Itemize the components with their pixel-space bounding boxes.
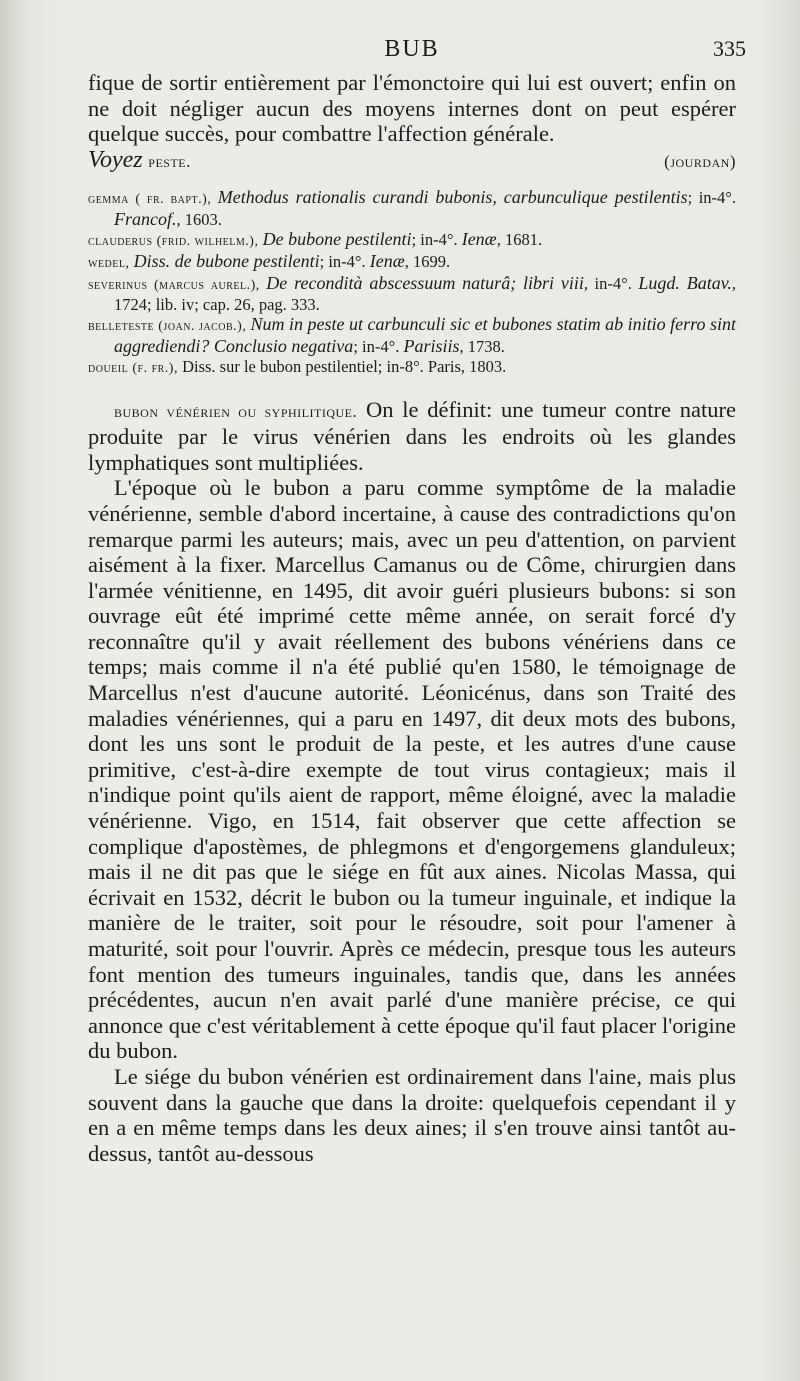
intro-closing-line <box>88 147 736 175</box>
see-target: peste. <box>148 151 191 171</box>
text-column <box>88 36 746 1166</box>
intro-text: fique de sortir entièrement par l'émonctoire qui lui est ouvert; enfin on ne doit négliger aucun des moyens internes dont on peut espérer quelque succès, pour combattre l'affection générale. <box>88 70 736 147</box>
article-definition <box>88 397 736 476</box>
page-number: 335 <box>713 36 746 61</box>
bibliography-entry: severinus (marcus aurel.), De recondità abscessuum naturâ; libri viii, in-4°. Lugd. Batav., 1724; lib. iv; cap. 26, pag. 333. <box>88 272 736 315</box>
intro-paragraph <box>88 70 736 147</box>
see-prefix: Voyez <box>88 146 143 173</box>
bibliography-entry: gemma ( fr. bapt.), Methodus rationalis curandi bubonis, carbunculique pestilentis; in-4°. Francof., 1603. <box>88 187 737 230</box>
bibliography-entry: belleteste (joan. jacob.), Num in peste ut carbunculi sic et bubones statim ab initio ferro sint aggrediendi? Conclusio negativa; in-4°. Parisiis, 1738. <box>88 314 737 356</box>
bibliography-entry: wedel, Diss. de bubone pestilenti; in-4°. Ienæ, 1699. <box>88 250 451 271</box>
running-header <box>88 36 746 70</box>
running-title: BUB <box>384 36 440 62</box>
author-signature: (jourdan) <box>664 151 736 171</box>
article-paragraph: L'époque où le bubon a paru comme symptôme de la maladie vénérienne, semble d'abord incertaine, à cause des contradictions qu'on remarque parmi les auteurs; mais, avec un peu d'attention, on parvient aisément à la fixer. Marcellus Camanus ou de Côme, chirurgien dans l'armée vénitienne, en 1495, dit avoir guéri plusieurs bubons: si son ouvrage eût été imprimé cette même année, on serait forcé d'y reconnaître qu'il y avait réellement des bubons vénériens dans ce temps; mais comme il n'a été publié qu'en 1580, le témoignage de Marcellus n'est d'aucune autorité. Léonicénus, dans son Traité des maladies vénériennes, qui a paru en 1497, dit deux mots des bubons, dont les uns sont le produit de la peste, et les autres d'une cause primitive, c'est-à-dire exempte de tout virus contagieux; mais il n'indique point qu'ils aient de rapport, même éloigné, avec la maladie vénérienne. Vigo, en 1514, fait observer que cette affection se complique d'apostèmes, de phlegmons et d'engorgemens glanduleux; mais il ne dit pas que le siége en fût aux aines. Nicolas Massa, qui écrivait en 1532, décrit le bubon ou la tumeur inguinale, et indique la manière de le traiter, soit pour le résoudre, soit pour l'amener à maturité, soit pour l'ouvrir. Après ce médecin, presque tous les auteurs font mention des tumeurs inguinales, tandis que, dans les années précédentes, aucun n'en avait parlé d'une manière précise, ce qui annonce que c'est véritablement à cette époque qu'il faut placer l'origine du bubon. <box>88 475 736 1064</box>
bibliography-entry: doueil (f. fr.), Diss. sur le bubon pestilentiel; in-8°. Paris, 1803. <box>88 356 507 376</box>
bibliography <box>88 188 736 378</box>
article-paragraph: Le siége du bubon vénérien est ordinairement dans l'aine, mais plus souvent dans la gauche que dans la droite: quelquefois cependant il y en a en même temps dans les deux aines; il s'en trouve ainsi tantôt au-dessus, tantôt au-dessous <box>88 1063 736 1166</box>
article-headword: bubon vénérien ou syphilitique. <box>114 401 358 421</box>
bibliography-entry: clauderus (frid. wilhelm.), De bubone pestilenti; in-4°. Ienæ, 1681. <box>88 228 543 249</box>
definition-text: On le définit: une tumeur contre nature produite par le virus vénérien dans les endroits où les glandes lymphatiques sont multipliées. <box>88 396 737 475</box>
